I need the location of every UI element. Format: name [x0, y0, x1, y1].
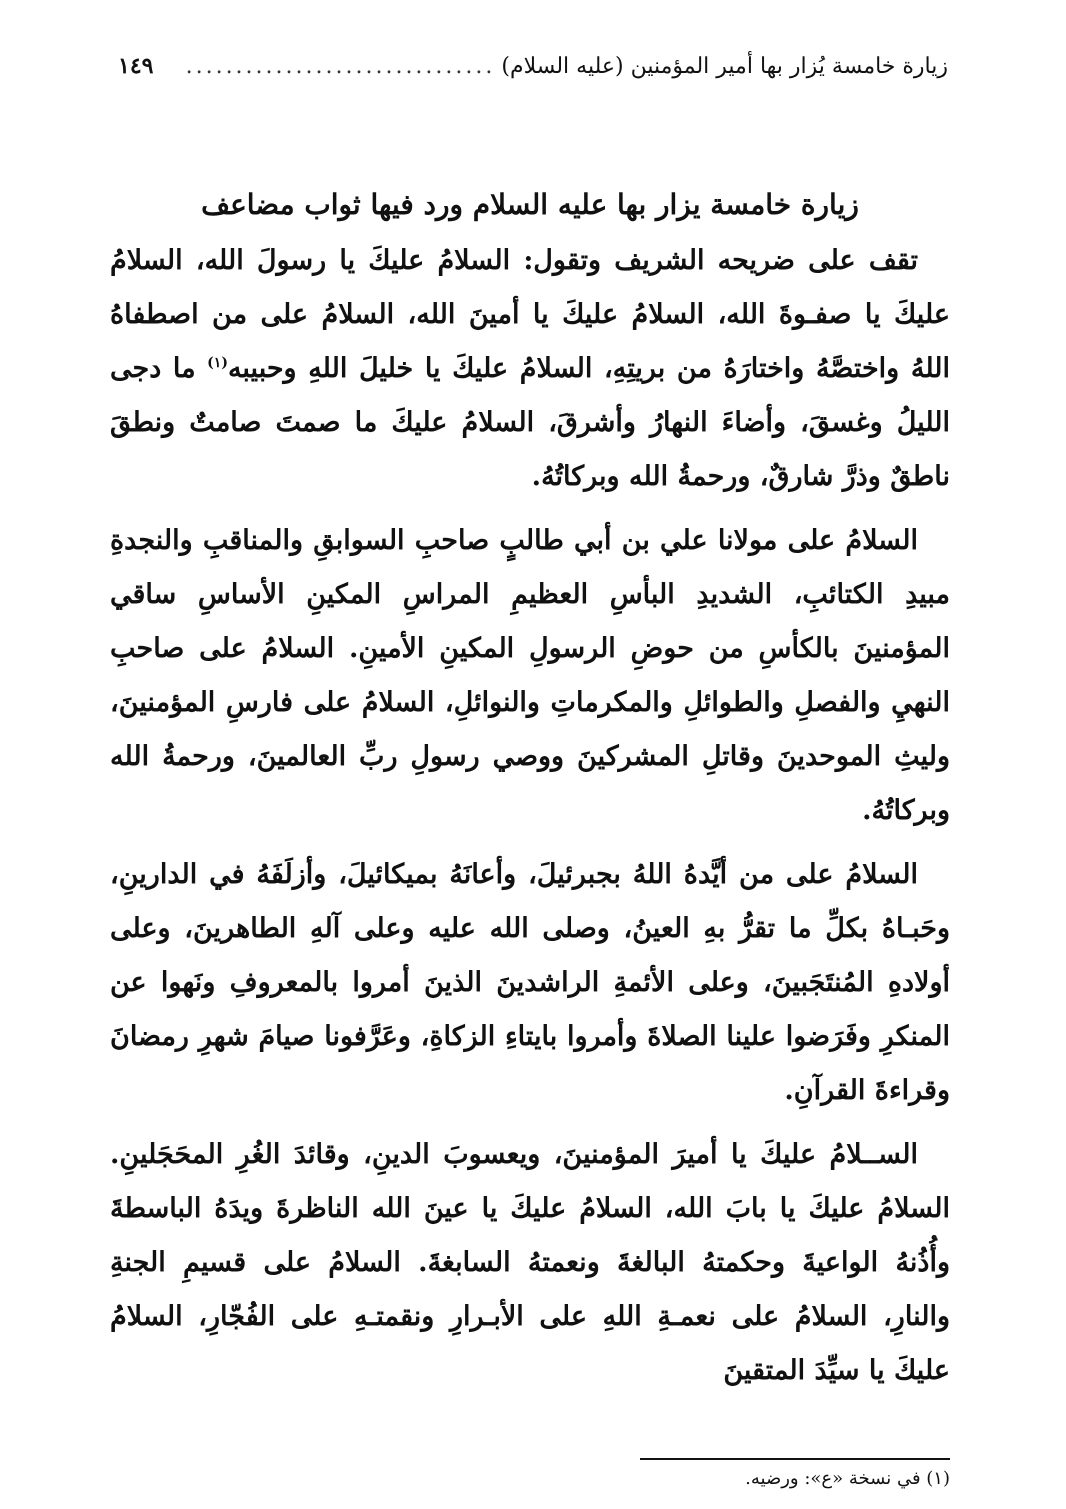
- section-heading: زيارة خامسة يزار بها عليه السلام ورد فيها ثواب مضاعف: [201, 188, 859, 221]
- page-body: [110, 178, 950, 1408]
- paragraph-4: الســلامُ عليكَ يا أميرَ المؤمنينَ، ويعسوبَ الدينِ، وقائدَ الغُرِ المحَجَلينِ. السلامُ عليكَ يا بابَ الله، السلامُ عليكَ يا عينَ الله الناظرةَ ويدَهُ الباسطةَ وأُذُنهُ الواعيةَ وحكمتهُ البالغةَ ونعمتهُ السابغةَ. السلامُ على قسيمِ الجنةِ والنارِ، السلامُ على نعمـةِ اللهِ على الأبـرارِ ونقمتـهِ على الفُجّارِ، السلامُ عليكَ يا سيِّدَ المتقينَ: [110, 1139, 950, 1386]
- running-header: [118, 44, 948, 88]
- footnote-separator: [640, 1458, 950, 1460]
- running-title: زيارة خامسة يُزار بها أمير المؤمنين (عليه السلام): [501, 53, 948, 79]
- page-number: ١٤٩: [118, 53, 154, 79]
- paragraph-3: السلامُ على من أيَّدهُ اللهُ بجبرئيلَ، وأعانَهُ بميكائيلَ، وأزلَفَهُ في الدارينِ، وحَبـاهُ بكلِّ ما تقرُّ بهِ العينُ، وصلى الله عليه وعلى آلهِ الطاهرينَ، وعلى أولادهِ المُنتَجَبينَ، وعلى الأئمةِ الراشدينَ الذينَ أمروا بالمعروفِ ونَهوا عن المنكرِ وفَرَضوا علينا الصلاةَ وأمروا بايتاءِ الزكاةِ، وعَرَّفونا صيامَ شهرِ رمضانَ وقراءةَ القرآنِ.: [110, 859, 950, 1106]
- paragraph-2: السلامُ على مولانا علي بن أبي طالبٍ صاحبِ السوابقِ والمناقبِ والنجدةِ مبيدِ الكتائبِ، الشديدِ البأسِ العظيمِ المراسِ المكينِ الأساسِ ساقي المؤمنينَ بالكأسِ من حوضِ الرسولِ المكينِ الأمينِ. السلامُ على صاحبِ النهيِ والفصلِ والطوائلِ والمكرماتِ والنوائلِ، السلامُ على فارسِ المؤمنينَ، وليثِ الموحدينَ وقاتلِ المشركينَ ووصي رسولِ ربِّ العالمينَ، ورحمةُ الله وبركاتُهُ.: [110, 525, 950, 826]
- leader-dots: ...............................: [185, 53, 496, 79]
- footnote: (١) في نسخة «ع»: ورضيه.: [745, 1468, 950, 1489]
- paragraph-1: [110, 234, 950, 504]
- footnote-reference: (١): [207, 355, 228, 371]
- paragraph-1-text: تقف على ضريحه الشريف وتقول: السلامُ عليكَ يا رسولَ الله، السلامُ عليكَ يا صفـوةَ الله، السلامُ عليكَ يا أمينَ الله، السلامُ على من اصطفاهُ اللهُ واختصَّهُ واختارَهُ من بريتِهِ، السلامُ عليكَ يا خليلَ اللهِ وحبيبه: [110, 245, 950, 384]
- paragraph-1-continuation: ما دجى الليلُ وغسقَ، وأضاءَ النهارُ وأشرقَ، السلامُ عليكَ ما صمتَ صامتٌ ونطقَ ناطقٌ وذرَّ شارقٌ، ورحمةُ الله وبركاتُهُ.: [110, 353, 950, 492]
